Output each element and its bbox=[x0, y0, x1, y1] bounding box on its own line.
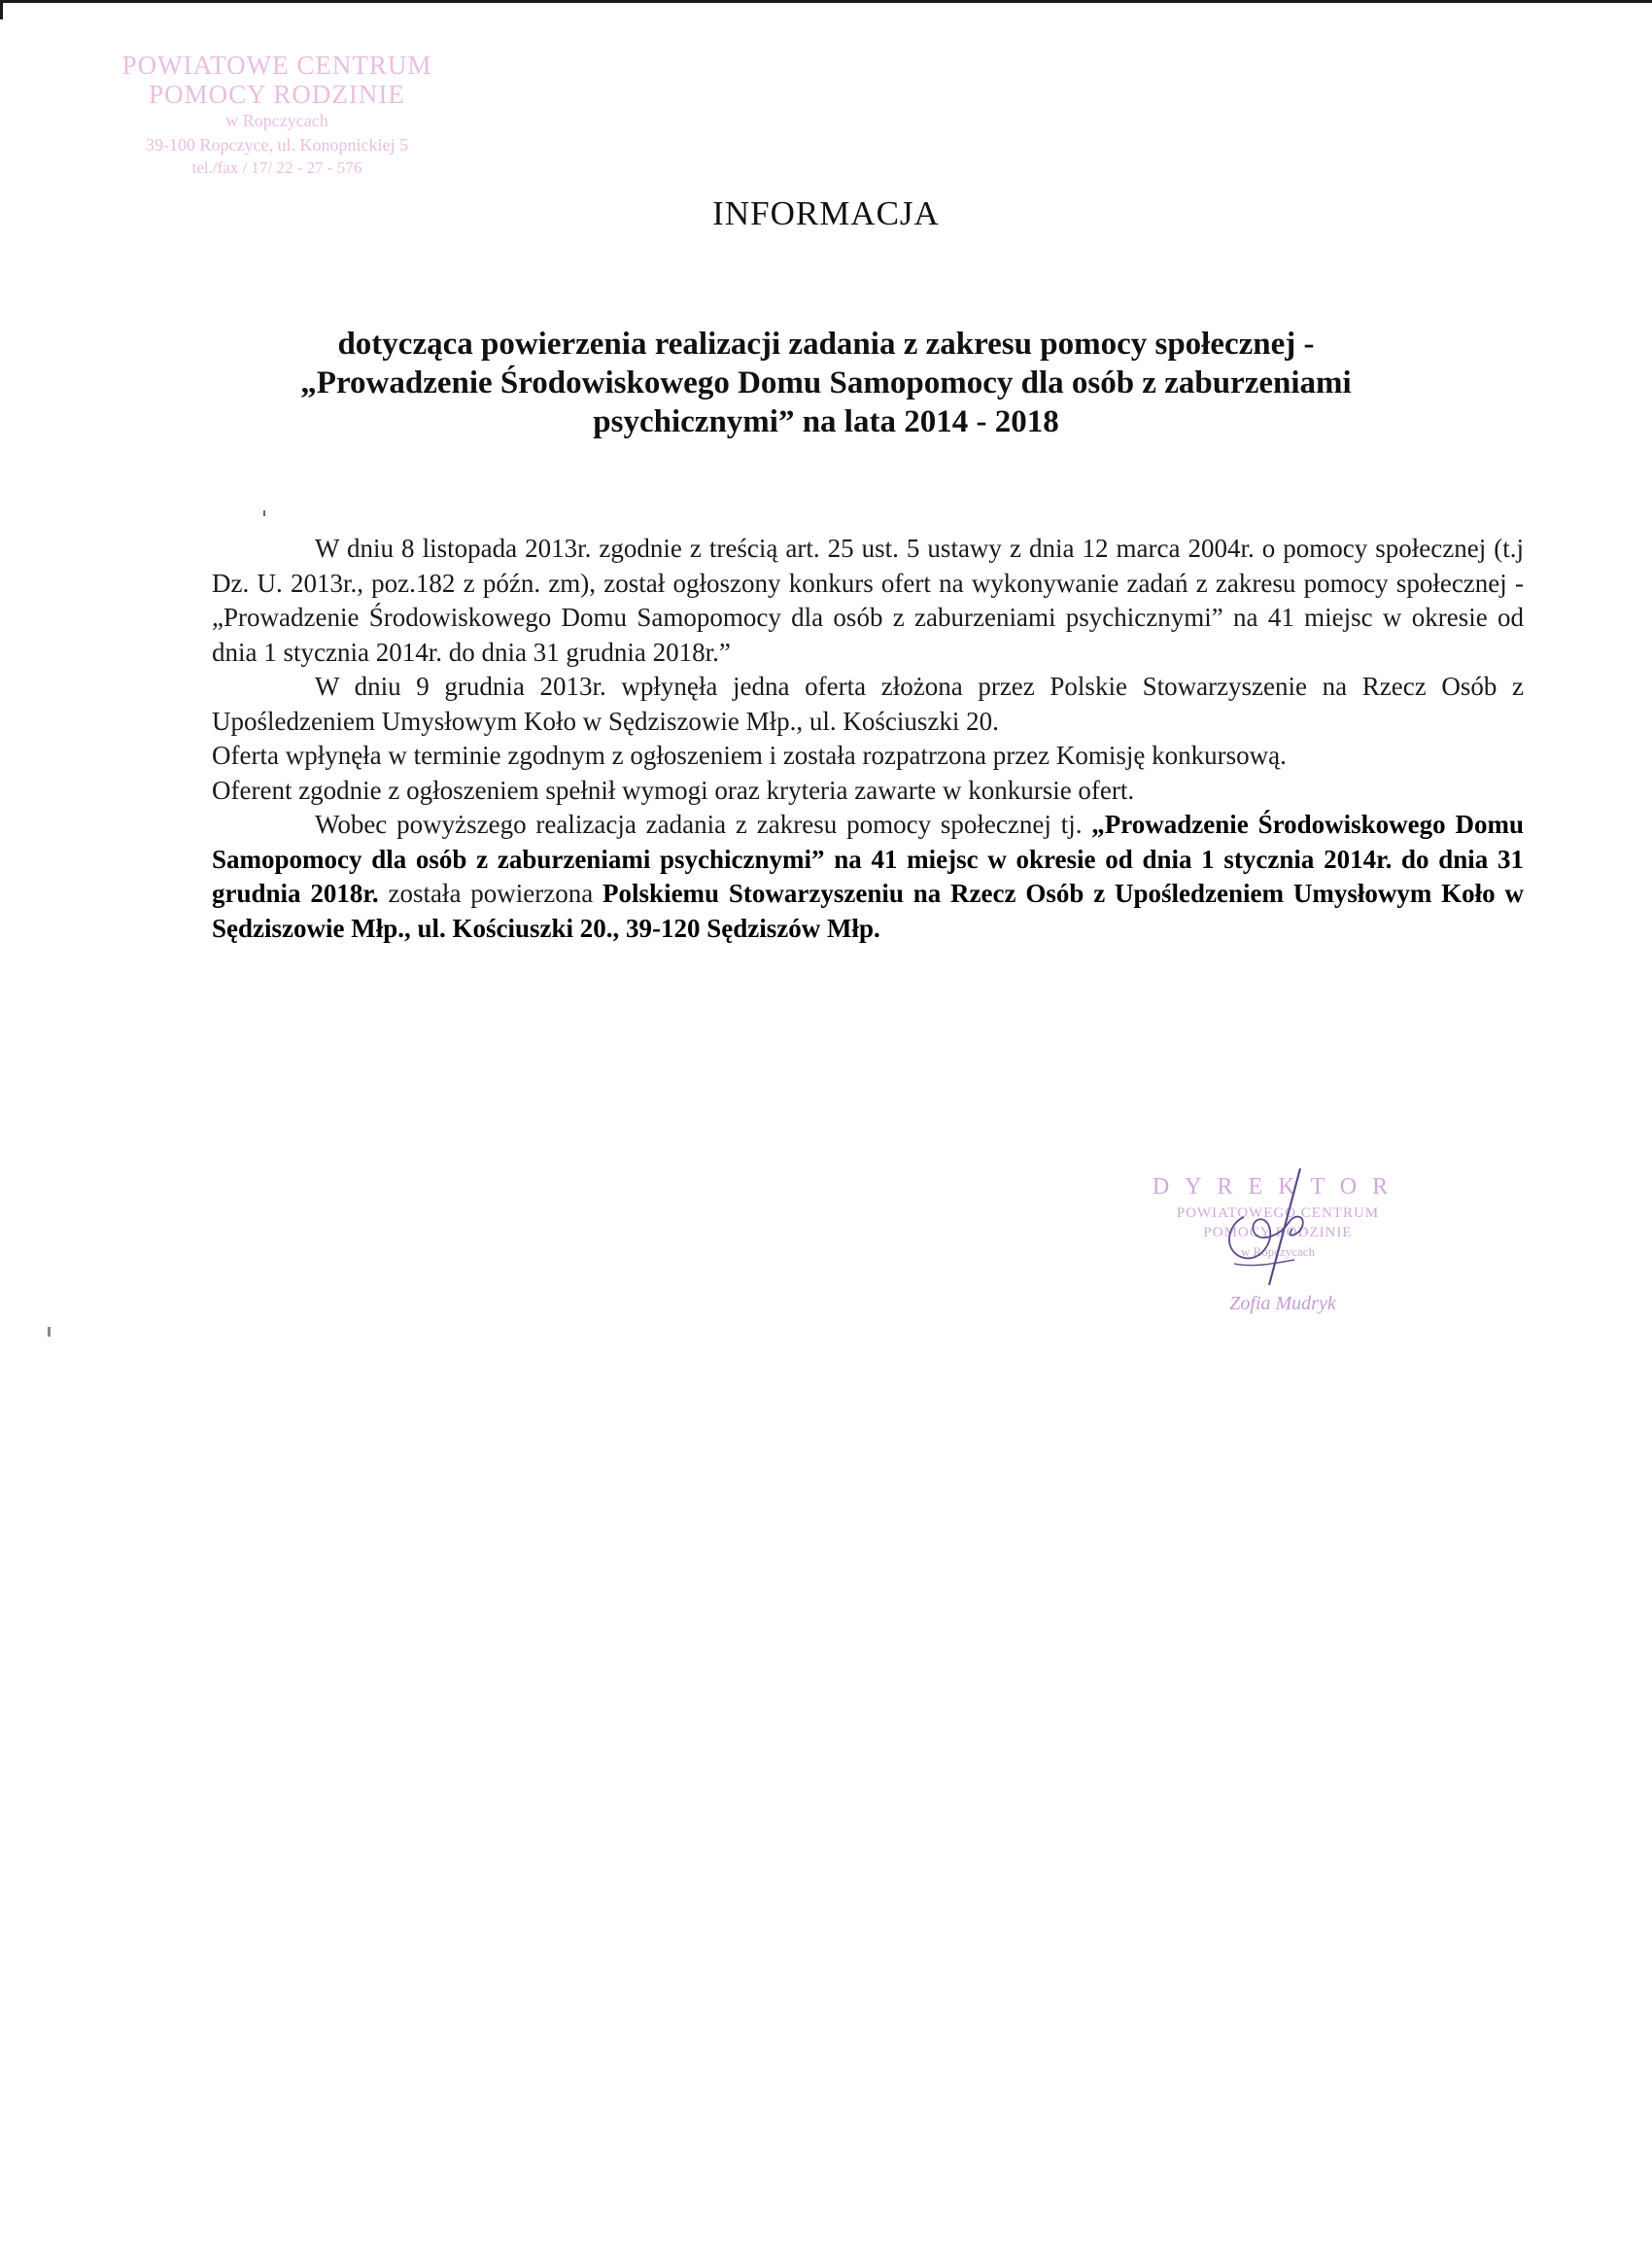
institution-stamp bbox=[49, 51, 505, 179]
paragraph bbox=[212, 808, 1524, 946]
director-signature-stamp bbox=[1147, 1166, 1409, 1332]
signature-line: POMOCY RODZINIE bbox=[1203, 1225, 1353, 1240]
signature-line: w Ropczycach bbox=[1240, 1244, 1316, 1259]
signer-name: Zofia Mudryk bbox=[1229, 1293, 1336, 1314]
paragraph: Oferent zgodnie z ogłoszeniem spełnił wymogi oraz kryteria zawarte w konkursie ofert. bbox=[212, 775, 1135, 805]
signature-title: DYREKTOR bbox=[1152, 1174, 1404, 1200]
paragraph: W dniu 9 grudnia 2013r. wpłynęła jedna oferta złożona przez Polskie Stowarzyszenie na Rzecz Osób z Upośledzeniem Umysłowym Koło w Sędziszowie Młp., ul. Kościuszki 20. bbox=[212, 672, 1524, 736]
subtitle-line: „Prowadzenie Środowiskowego Domu Samopomocy dla osób z zaburzeniami bbox=[300, 365, 1352, 400]
scan-speck bbox=[263, 510, 265, 516]
paragraph-bold-text: Polskiemu Stowarzyszeniu na Rzecz Osób z Upośledzeniem Umysłowym Koło w Sędziszowie Młp., ul. Kościuszki 20., 39-120 Sędziszów Młp. bbox=[212, 879, 1524, 943]
stamp-line: tel./fax / 17/ 22 - 27 - 576 bbox=[191, 158, 362, 177]
signature-line: POWIATOWEGO CENTRUM bbox=[1176, 1205, 1380, 1221]
paragraph-text: Wobec powyższego realizacja zadania z zakresu pomocy społecznej tj. bbox=[315, 810, 1092, 839]
stamp-line: 39-100 Ropczyce, ul. Konopnickiej 5 bbox=[146, 135, 408, 155]
document-body bbox=[212, 532, 1524, 946]
paragraph: Oferta wpłynęła w terminie zgodnym z ogłoszeniem i została rozpatrzona przez Komisję konkursową. bbox=[212, 741, 1287, 770]
document-subtitle bbox=[194, 325, 1458, 441]
scan-speck bbox=[48, 1327, 51, 1337]
stamp-line: POMOCY RODZINIE bbox=[149, 80, 405, 109]
stamp-line: POWIATOWE CENTRUM bbox=[121, 51, 432, 80]
subtitle-line: psychicznymi” na lata 2014 - 2018 bbox=[593, 404, 1059, 439]
paragraph-text: została powierzona bbox=[378, 879, 603, 908]
stamp-line: w Ropczycach bbox=[225, 111, 328, 130]
scan-edge-corner bbox=[0, 0, 3, 19]
paragraph-bold-text: „Prowadzenie Środowiskowego Domu Samopomocy dla osób z zaburzeniami psychicznymi” na 41 miejsc w okresie od dnia 1 stycznia 2014r. do dnia 31 grudnia 2018r. bbox=[212, 810, 1524, 908]
scan-edge bbox=[0, 0, 1652, 3]
paragraph: W dniu 8 listopada 2013r. zgodnie z treścią art. 25 ust. 5 ustawy z dnia 12 marca 2004r. o pomocy społecznej (t.j Dz. U. 2013r., poz.182 z późn. zm), został ogłoszony konkurs ofert na wykonywanie zadań z zakresu pomocy społecznej - „Prowadzenie Środowiskowego Domu Samopomocy dla osób z zaburzeniami psychicznymi” na 41 miejsc w okresie od dnia 1 stycznia 2014r. do dnia 31 grudnia 2018r.” bbox=[212, 534, 1524, 667]
subtitle-line: dotycząca powierzenia realizacji zadania z zakresu pomocy społecznej - bbox=[337, 327, 1315, 362]
document-title: INFORMACJA bbox=[712, 194, 940, 232]
handwritten-signature-icon bbox=[1205, 1166, 1360, 1288]
